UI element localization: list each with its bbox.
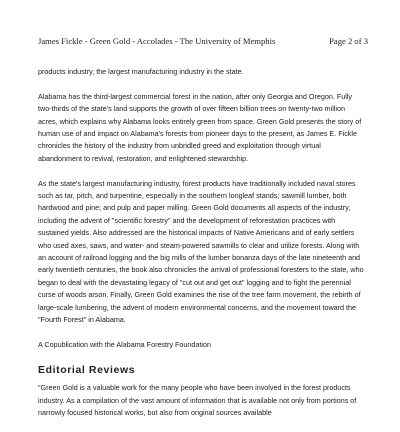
paragraph-intro-fragment: products industry, the largest manufacturing industry in the state. xyxy=(38,67,244,76)
paragraph-copublication: A Copublication with the Alabama Forestry Foundation xyxy=(38,339,211,349)
paragraph-forest-overview: Alabama has the third-largest commercial forest in the nation, after only Georgia and Oregon. Fully two-thirds of the state's land supports the growth of over fifteen billion trees on twenty-two million acres, which explains why Alabama looks entirely green from space. Green Gold presents the story of human use of and impact on Alabama's forests from pioneer days to the present, as James E. Fickle chronicles the history of the industry from unbridled greed and exploitation through virtual abandonment to revival, restoration, and enlightened stewardship. xyxy=(38,91,362,163)
paragraph-industry-history: As the state's largest manufacturing industry, forest products have traditionally included naval stores such as tar, pitch, and turpentine, especially in the southern longleaf stands; sawmill lumber, both hardwood and pine; and pulp and paper milling. Green Gold documents all aspects of the industry, including the advent of "scientific forestry" and the development of reforestation practices with sustained yields. Also addressed are the historical impacts of Native Americans and of early settlers who used axes, saws, and water- and steam-powered sawmills to clear and utilize forests. Along with an account of railroad logging and the big mills of the lumber bonanza days of the late nineteenth and early twentieth centuries, the book also chronicles the arrival of professional foresters to the state, who began to deal with the devastating legacy of "cut out and get out" logging and to fight the perennial curse of woods arson. Finally, Green Gold examines the rise of the tree farm movement, the rebirth of large-scale lumbering, the advent of modern environmental concerns, and the movement toward the "Fourth Forest" in Alabama. xyxy=(38,178,364,325)
header-title: James Fickle - Green Gold - Accolades - The University of Memphis xyxy=(38,36,276,46)
page-body xyxy=(38,66,366,432)
editorial-review-text: "Green Gold is a valuable work for the many people who have been involved in the forest products industry. As a compilation of the vast amount of information that is available not only from portions of narrowly focused historical works, but also from original sources available xyxy=(38,383,357,417)
page-number: Page 2 of 3 xyxy=(329,36,368,46)
page-header xyxy=(38,36,368,46)
editorial-reviews-heading: Editorial Reviews xyxy=(38,363,136,376)
